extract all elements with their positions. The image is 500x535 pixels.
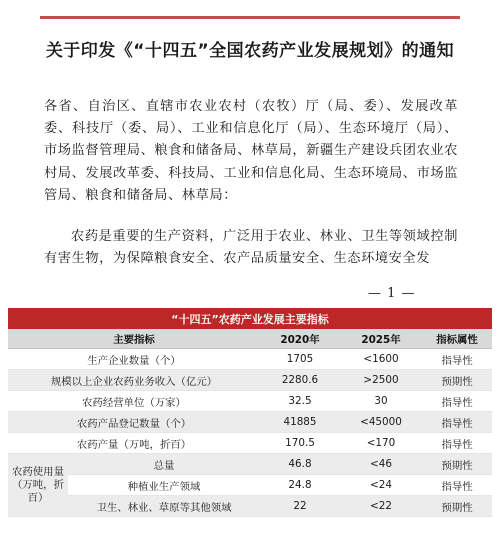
attribute-cell: 指导性 xyxy=(422,391,492,412)
attribute-cell: 预期性 xyxy=(422,370,492,391)
indicator-table xyxy=(8,308,492,517)
attribute-cell: 指导性 xyxy=(422,475,492,496)
value-2025-cell: <45000 xyxy=(340,412,422,433)
value-2020-cell: 170.5 xyxy=(260,433,340,454)
table-row xyxy=(8,391,492,412)
attribute-cell: 预期性 xyxy=(422,454,492,475)
value-2020-cell: 41885 xyxy=(260,412,340,433)
value-2020-cell: 1705 xyxy=(260,349,340,370)
document-title: 关于印发《“十四五”全国农药产业发展规划》的通知 xyxy=(45,41,455,61)
table-row xyxy=(8,454,492,475)
attribute-cell: 预期性 xyxy=(422,496,492,517)
value-2020-cell: 2280.6 xyxy=(260,370,340,391)
value-2025-cell: 30 xyxy=(340,391,422,412)
table-row xyxy=(8,412,492,433)
attribute-cell: 指导性 xyxy=(422,433,492,454)
value-2025-cell: <1600 xyxy=(340,349,422,370)
table-row xyxy=(8,349,492,370)
header-rule xyxy=(40,16,460,19)
indicator-cell: 规模以上企业农药业务收入（亿元） xyxy=(8,370,260,391)
value-2025-cell: >2500 xyxy=(340,370,422,391)
value-2025-cell: <170 xyxy=(340,433,422,454)
addressee-text: 各省、自治区、直辖市农业农村（农牧）厅（局、委）、发展改革委、科技厅（委、局）、工业和信息化厅（局）、生态环境厅（局）、市场监督管理局、粮食和储备局、林草局，新疆生产建设兵团农业农村局、发展改革委、科技局、工业和信息化局、生态环境局、市场监管局、粮食和储备局、林草局： xyxy=(44,99,458,203)
indicator-cell: 农药产品登记数量（个） xyxy=(8,412,260,433)
page-number: — 1 — xyxy=(368,286,416,301)
table-row xyxy=(8,433,492,454)
value-2020-cell: 24.8 xyxy=(260,475,340,496)
header-2020: 2020年 xyxy=(260,329,340,349)
table-row xyxy=(8,370,492,391)
body-paragraph: 农药是重要的生产资料，广泛用于农业、林业、卫生等领域控制有害生物，为保障粮食安全、农产品质量安全、生态环境安全发 xyxy=(44,229,458,267)
value-2020-cell: 22 xyxy=(260,496,340,517)
indicator-cell: 农药经营单位（万家） xyxy=(8,391,260,412)
indicator-cell: 种植业生产领域 xyxy=(68,475,260,496)
indicator-table-container xyxy=(8,308,492,517)
value-2025-cell: <46 xyxy=(340,454,422,475)
indicator-cell: 总量 xyxy=(68,454,260,475)
indicator-cell: 卫生、林业、草原等其他领域 xyxy=(68,496,260,517)
indicator-cell: 生产企业数量（个） xyxy=(8,349,260,370)
header-2025: 2025年 xyxy=(340,329,422,349)
value-2025-cell: <22 xyxy=(340,496,422,517)
usage-group-label: 农药使用量（万吨，折百） xyxy=(8,454,68,517)
value-2020-cell: 32.5 xyxy=(260,391,340,412)
value-2020-cell: 46.8 xyxy=(260,454,340,475)
indicator-cell: 农药产量（万吨，折百） xyxy=(8,433,260,454)
value-2025-cell: <24 xyxy=(340,475,422,496)
table-caption: “十四五”农药产业发展主要指标 xyxy=(8,308,492,329)
header-indicator: 主要指标 xyxy=(8,329,260,349)
attribute-cell: 指导性 xyxy=(422,349,492,370)
table-row xyxy=(8,475,492,496)
header-attribute: 指标属性 xyxy=(422,329,492,349)
attribute-cell: 指导性 xyxy=(422,412,492,433)
table-row xyxy=(8,496,492,517)
